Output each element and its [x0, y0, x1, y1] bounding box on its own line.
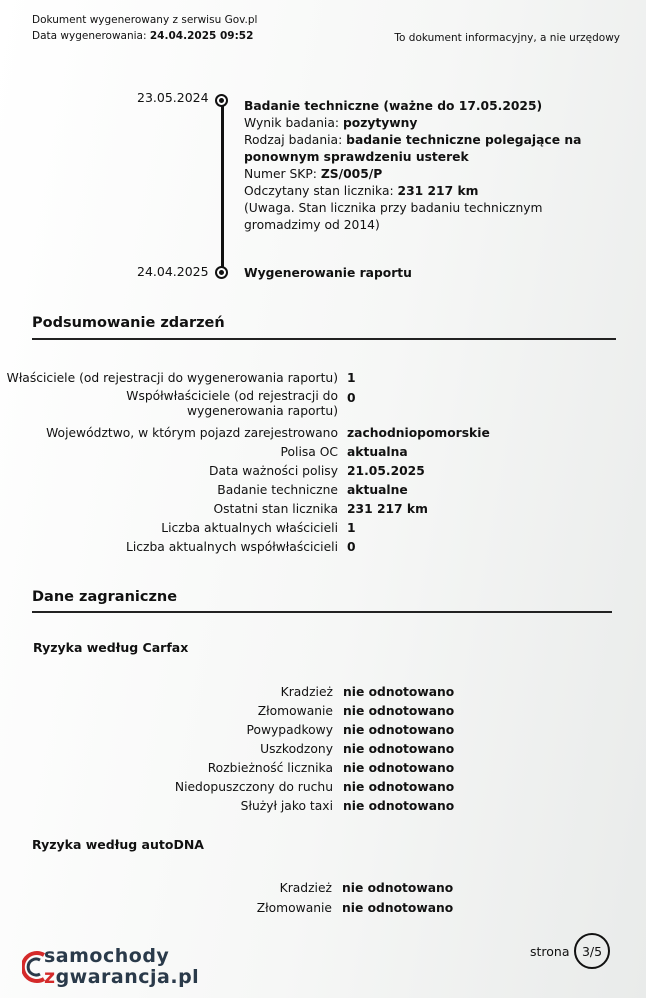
summary-value: 1 — [347, 521, 356, 535]
source-text: Dokument wygenerowany z serwisu Gov.pl — [32, 14, 258, 26]
page-number: 3/5 — [574, 933, 610, 969]
timeline-dot-2 — [215, 266, 228, 279]
carfax-label: Złomowanie — [257, 704, 333, 718]
skp-line — [244, 166, 594, 183]
generated-line — [32, 28, 257, 44]
foreign-divider — [32, 611, 612, 613]
summary-value: 1 — [347, 371, 356, 385]
event-date-1: 23.05.2024 — [137, 90, 209, 105]
carfax-table — [0, 683, 646, 818]
logo-line-2 — [44, 966, 199, 988]
summary-value: 0 — [347, 391, 356, 405]
summary-label: Liczba aktualnych właścicieli — [161, 521, 338, 535]
generated-label: Data wygenerowania: — [32, 30, 147, 42]
summary-value: 21.05.2025 — [347, 464, 425, 478]
page-label: strona — [530, 944, 570, 959]
event-date-2: 24.04.2025 — [137, 264, 209, 279]
skp-value: ZS/005/P — [320, 167, 383, 181]
result-line — [244, 115, 594, 132]
carfax-title: Ryzyka według Carfax — [33, 640, 189, 655]
document-header — [32, 12, 257, 44]
summary-table — [0, 369, 646, 559]
summary-heading: Podsumowanie zdarzeń — [32, 315, 225, 331]
type-value: badanie techniczne polegające na ponownym sprawdzeniu usterek — [244, 133, 582, 164]
generated-date: 24.04.2025 09:52 — [149, 30, 254, 42]
type-line — [244, 132, 594, 166]
logo-line-1: samochody — [44, 945, 170, 967]
summary-label: Województwo, w którym pojazd zarejestrowano — [46, 426, 338, 440]
carfax-label: Powypadkowy — [246, 723, 333, 737]
autodna-title: Ryzyka według autoDNA — [32, 837, 204, 852]
timeline-dot-1 — [215, 94, 228, 107]
carfax-label: Kradzież — [280, 685, 333, 699]
carfax-label: Niedopuszczony do ruchu — [174, 780, 333, 794]
autodna-value: nie odnotowano — [342, 901, 454, 915]
carfax-value: nie odnotowano — [343, 780, 455, 794]
disclaimer-text: To dokument informacyjny, a nie urzędowy — [394, 32, 620, 44]
odometer-value: 231 217 km — [397, 184, 479, 198]
foreign-heading: Dane zagraniczne — [32, 589, 178, 605]
event-title-1: Badanie techniczne (ważne do 17.05.2025) — [244, 99, 543, 113]
summary-label: Liczba aktualnych współwłaścicieli — [125, 540, 338, 554]
autodna-label: Złomowanie — [256, 901, 332, 915]
autodna-table — [0, 879, 646, 919]
logo-line-2-rest: gwarancja.pl — [55, 966, 200, 988]
timeline-line — [221, 100, 224, 272]
odometer-line — [244, 183, 594, 200]
summary-value: aktualne — [347, 483, 408, 497]
carfax-label: Uszkodzony — [260, 742, 333, 756]
odometer-note: (Uwaga. Stan licznika przy badaniu technicznym gromadzimy od 2014) — [244, 201, 543, 232]
carfax-value: nie odnotowano — [343, 704, 455, 718]
summary-value: 231 217 km — [347, 502, 428, 516]
skp-label: Numer SKP: — [244, 167, 317, 181]
autodna-value: nie odnotowano — [342, 881, 454, 895]
summary-label: Badanie techniczne — [217, 483, 338, 497]
result-label: Wynik badania: — [244, 116, 340, 130]
event-title-2: Wygenerowanie raportu — [244, 266, 412, 280]
summary-label: Współwłaściciele (od rejestracji do wygenerowania raportu) — [126, 389, 338, 418]
carfax-value: nie odnotowano — [343, 685, 455, 699]
summary-label: Polisa OC — [280, 445, 338, 459]
carfax-value: nie odnotowano — [343, 723, 455, 737]
summary-value: aktualna — [347, 445, 408, 459]
event-details-1 — [244, 98, 594, 234]
summary-value: 0 — [347, 540, 356, 554]
carfax-value: nie odnotowano — [343, 799, 455, 813]
summary-value: zachodniopomorskie — [347, 426, 490, 440]
logo-accent-letter: z — [44, 966, 56, 988]
carfax-value: nie odnotowano — [343, 742, 455, 756]
carfax-value: nie odnotowano — [343, 761, 455, 775]
samochodyzgwarancja-logo — [22, 945, 200, 991]
odometer-label: Odczytany stan licznika: — [244, 184, 394, 198]
summary-label: Ostatni stan licznika — [213, 502, 338, 516]
carfax-label: Rozbieżność licznika — [207, 761, 333, 775]
result-value: pozytywny — [342, 116, 418, 130]
summary-divider — [32, 338, 616, 340]
type-label: Rodzaj badania: — [244, 133, 343, 147]
carfax-label: Służył jako taxi — [240, 799, 333, 813]
autodna-label: Kradzież — [279, 881, 332, 895]
summary-label: Data ważności polisy — [209, 464, 338, 478]
summary-label: Właściciele (od rejestracji do wygenerowania raportu) — [6, 371, 338, 385]
